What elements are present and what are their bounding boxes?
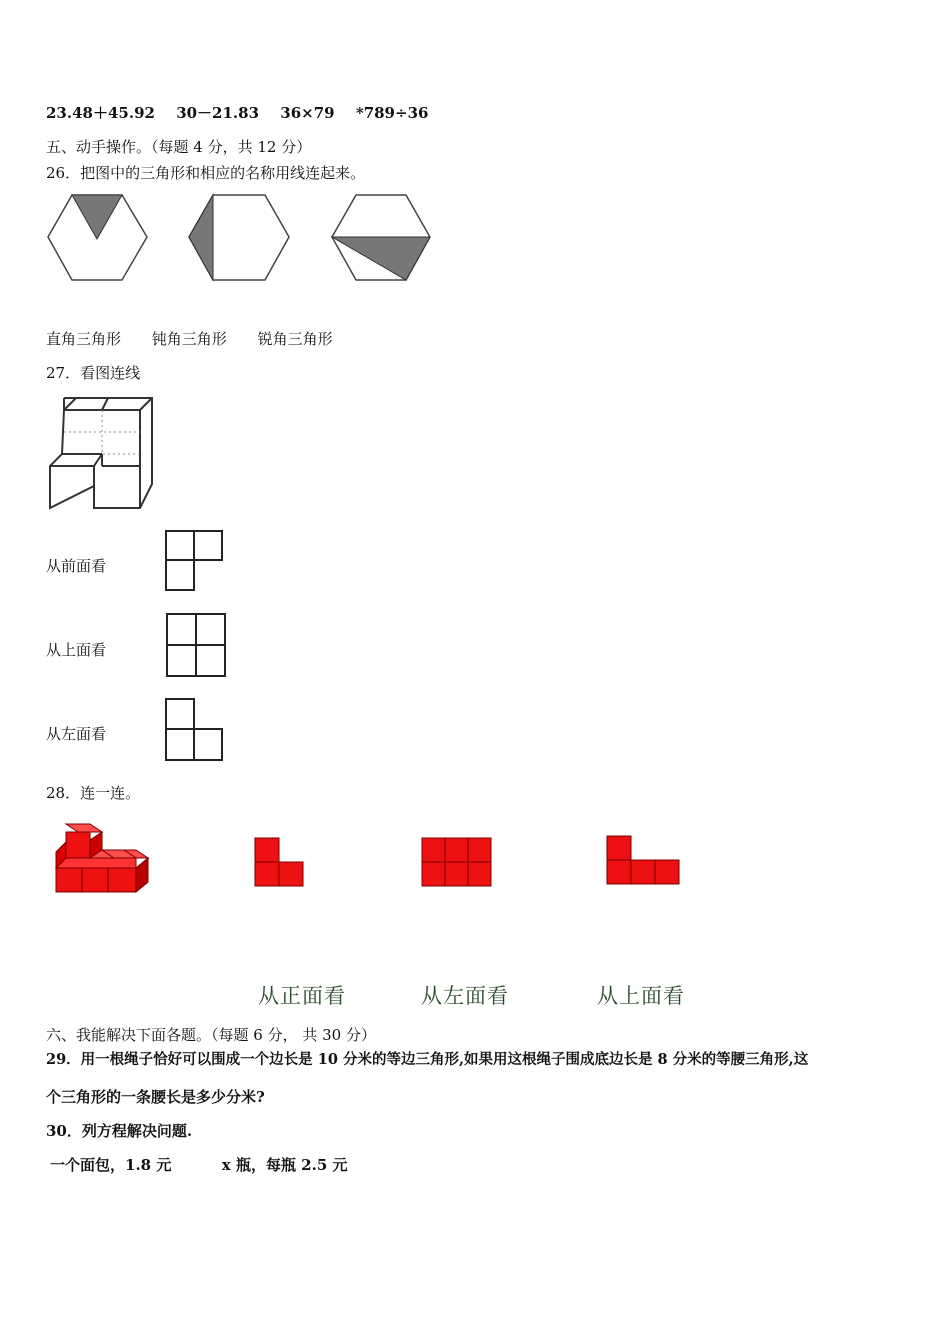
red-view-l-shape-small [253,836,305,888]
view-label-left: 从左面看 [46,725,107,743]
q30-info [50,1154,348,1175]
caption-left-view: 从左面看 [421,984,509,1008]
q27-text: 27．看图连线 [46,364,141,382]
q26-text: 26．把图中的三角形和相应的名称用线连起来。 [46,164,366,182]
caption-top-view: 从上面看 [597,984,685,1008]
view-label-front: 从前面看 [46,557,107,575]
hexagon-2 [189,195,289,280]
hexagon-3 [332,195,430,280]
calc-item: 30－21.83 [176,104,260,122]
calculation-line [46,102,444,123]
red-cube-solid [52,822,152,896]
section-6-title: 六、我能解决下面各题。（每题 6 分， 共 30 分） [46,1026,376,1044]
calc-item: *789÷36 [355,104,429,122]
calc-item: 23.48＋45.92 [46,104,155,122]
red-view-rectangle [420,836,494,888]
calc-item: 36×79 [280,104,335,122]
block-solid-figure [46,396,156,512]
q28-text: 28．连一连。 [46,784,141,802]
red-view-l-shape-long [605,834,681,886]
q29-line-1: 29．用一根绳子恰好可以围成一个边长是 10 分米的等边三角形,如果用这根绳子围成底边长是 8 分米的等腰三角形,这 [46,1051,809,1068]
section-5-title: 五、动手操作。（每题 4 分，共 12 分） [46,138,312,156]
q29-line-2: 个三角形的一条腰长是多少分米? [46,1088,265,1106]
caption-front-view: 从正面看 [258,984,346,1008]
view-grid-left [164,697,226,763]
q30-text: 30．列方程解决问题. [46,1122,193,1140]
hexagon-figures [46,192,436,284]
q30-info-bread: 一个面包，1.8 元 [50,1156,172,1174]
triangle-name: 锐角三角形 [257,330,333,348]
view-label-top: 从上面看 [46,641,107,659]
triangle-name: 直角三角形 [46,330,122,348]
view-grid-top [164,611,228,679]
triangle-names [46,328,359,349]
q30-info-bottle: x 瓶，每瓶 2.5 元 [221,1156,348,1174]
hexagon-1 [48,195,147,280]
triangle-name: 钝角三角形 [151,330,227,348]
view-grid-front [164,529,226,593]
